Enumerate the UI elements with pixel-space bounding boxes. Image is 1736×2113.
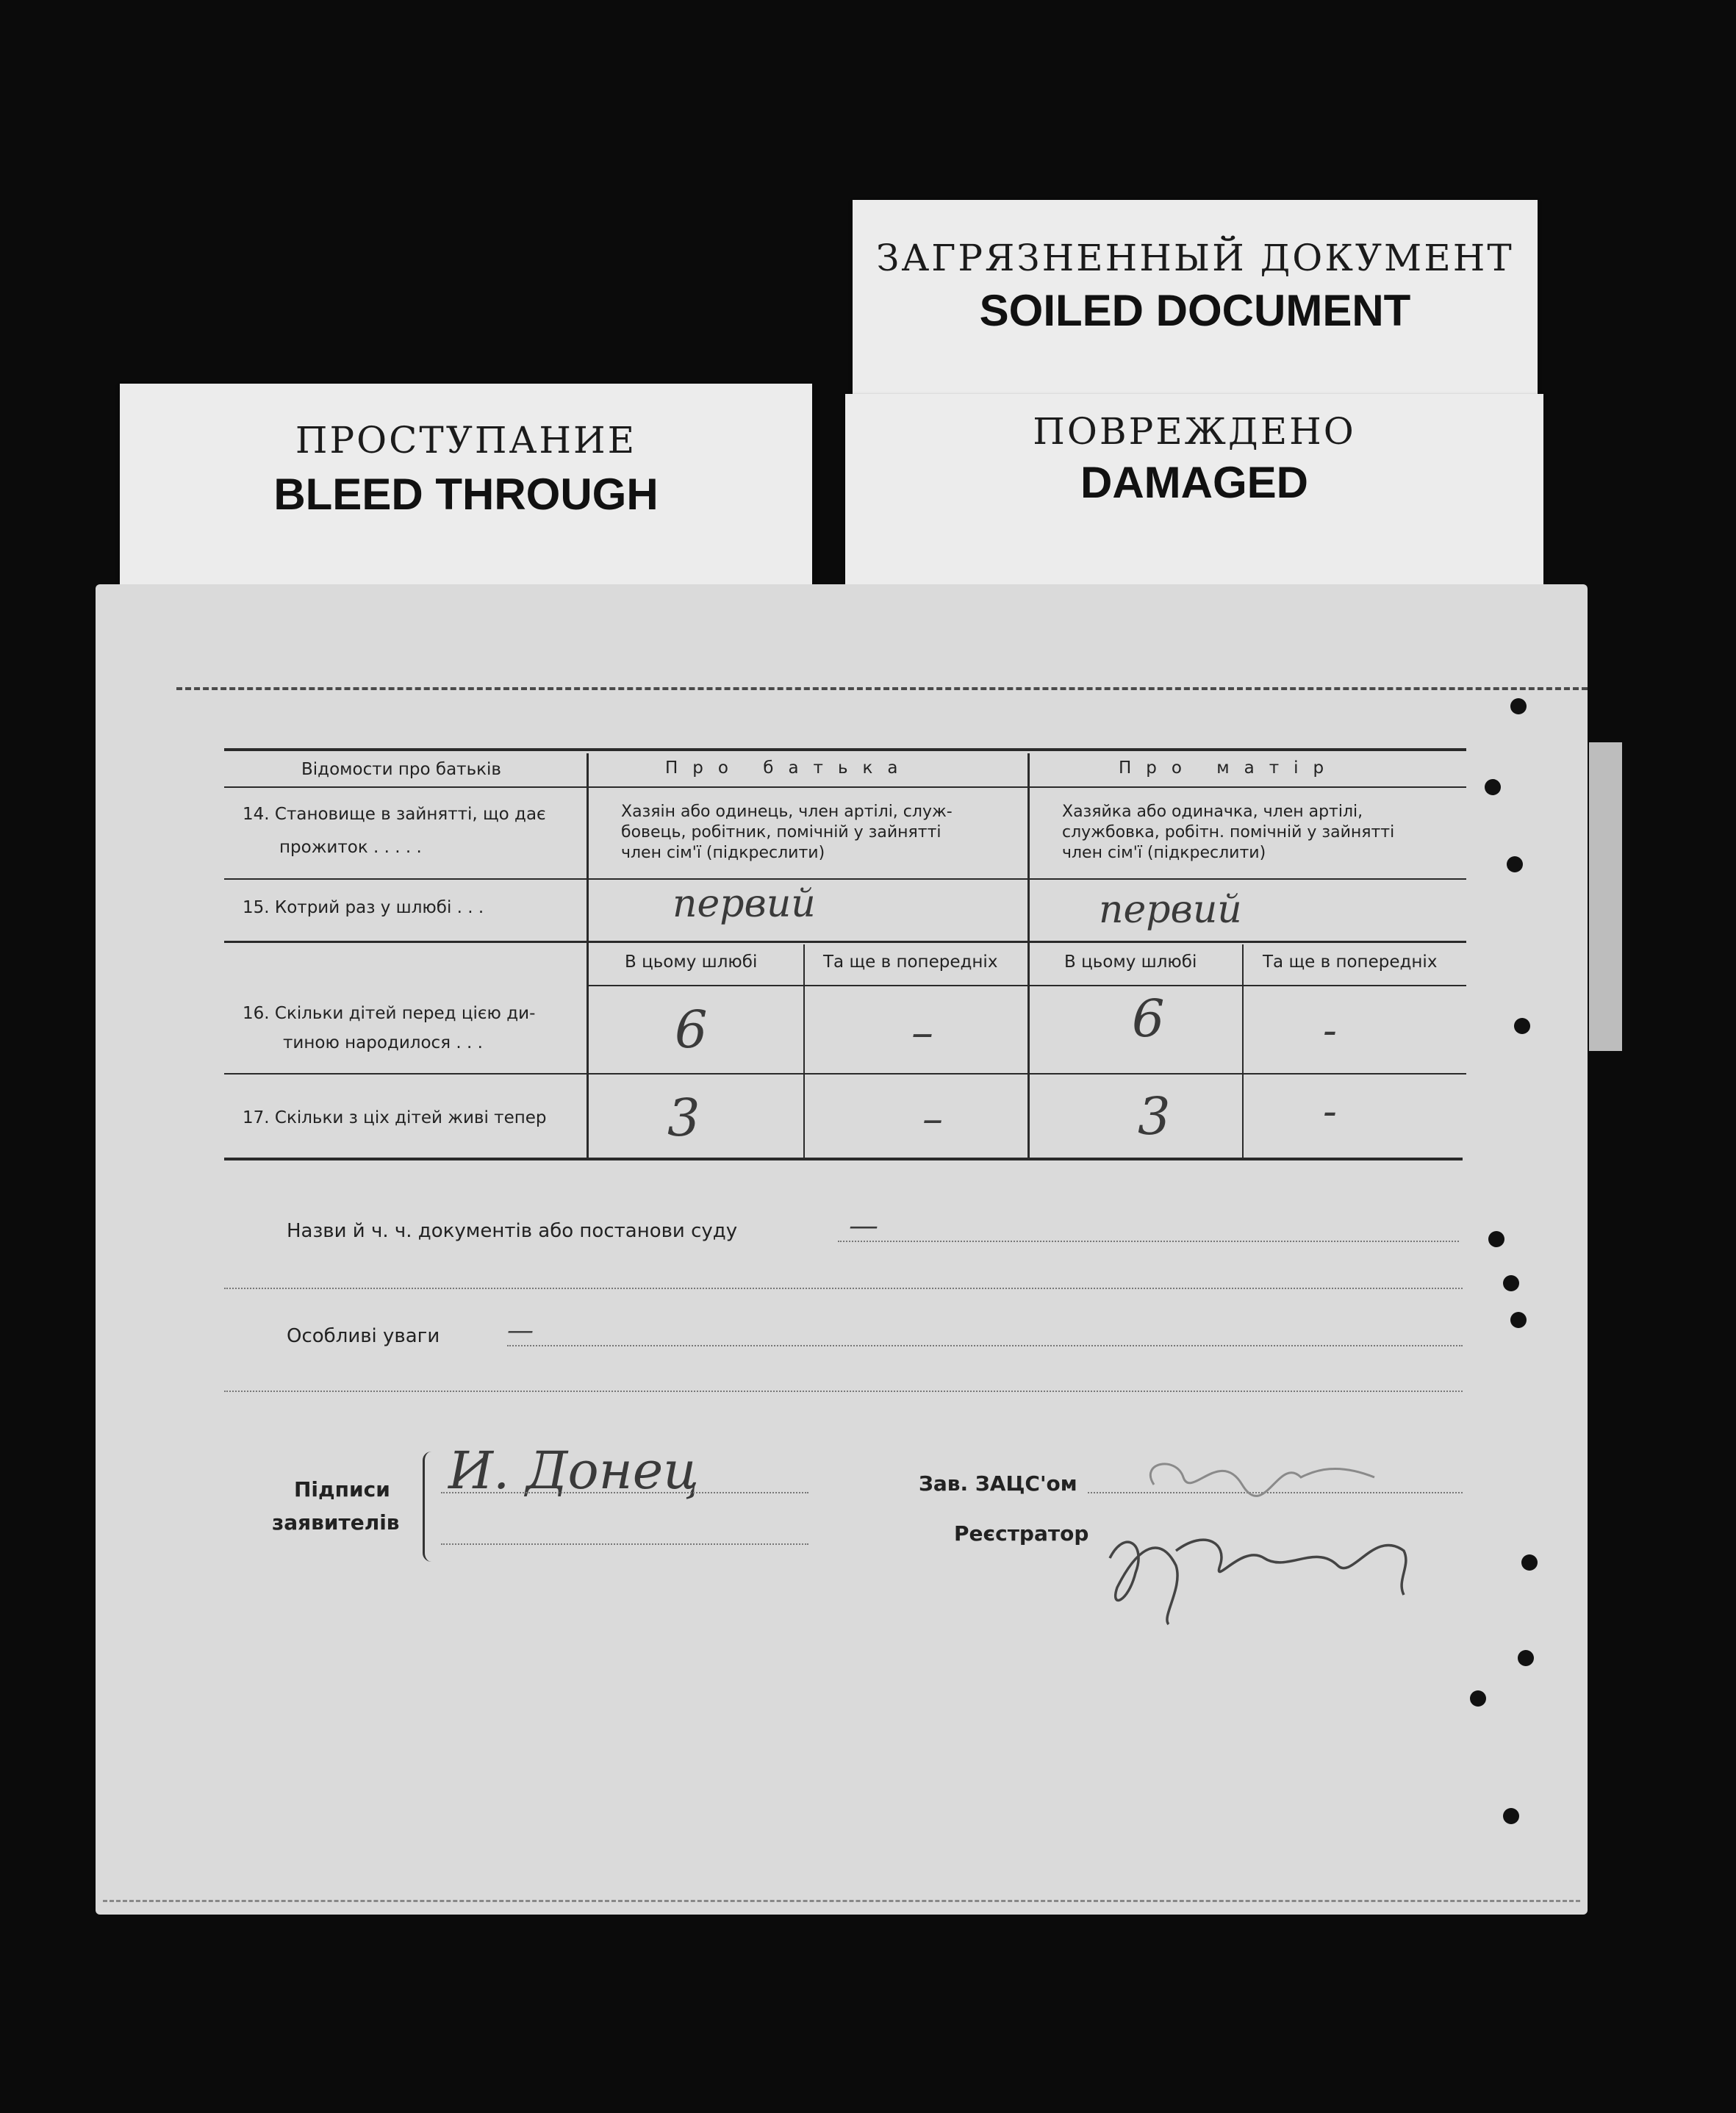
punch-hole [1521, 1554, 1538, 1571]
signatures-label-cont: заявителів [272, 1510, 400, 1535]
damaged-tag-english: DAMAGED [1080, 458, 1308, 507]
row17-father-previous: – [922, 1095, 943, 1143]
row16-label-cont: тиною народилося . . . [283, 1033, 483, 1052]
subheader-father-previous: Та ще в попередніх [823, 953, 998, 972]
table-rule [224, 878, 1466, 880]
table-vrule [1242, 944, 1244, 1159]
table-top-rule [224, 748, 1466, 751]
header-mother: Про матір [1119, 758, 1339, 778]
row16-mother-this: 6 [1132, 989, 1165, 1049]
row14-mother-options: Хазяйка або одиначка, член артілі, [1062, 803, 1363, 821]
punch-hole [1503, 1275, 1519, 1291]
table-vrule [803, 944, 805, 1159]
row15-mother-value: первий [1099, 888, 1242, 932]
soiled-tag-english: SOILED DOCUMENT [979, 286, 1411, 335]
documents-fill-line [838, 1241, 1459, 1242]
signatures-label: Підписи [294, 1477, 390, 1502]
registrar-signature-mark [1095, 1499, 1426, 1632]
subheader-father-this-marriage: В цьому шлюбі [625, 953, 758, 972]
remarks-value: — [507, 1316, 534, 1346]
punch-hole [1510, 698, 1527, 714]
punch-hole [1485, 779, 1501, 795]
registrar-label: Реєстратор [954, 1521, 1089, 1546]
punch-hole [1510, 1312, 1527, 1328]
row14-label: 14. Становище в зайнятті, що дає [243, 805, 546, 824]
row14-mother-options-cont: службовка, робітн. помічній у зайнятті [1062, 823, 1395, 842]
row14-father-options: Хазяін або одинець, член артілі, служ- [621, 803, 953, 821]
row14-father-options-cont: бовець, робітник, помічній у зайнятті [621, 823, 941, 842]
documents-value: — [849, 1209, 878, 1243]
page-edge [1589, 742, 1622, 1051]
row14-mother-options-end: член сім'ї (підкреслити) [1062, 844, 1266, 862]
row16-mother-previous: - [1323, 1007, 1337, 1055]
punch-hole [1503, 1808, 1519, 1824]
signatures-brace [423, 1452, 438, 1562]
punch-hole [1488, 1231, 1504, 1247]
remarks-fill-line [507, 1345, 1463, 1346]
punch-hole [1514, 1018, 1530, 1034]
row14-father-options-end: член сім'ї (підкреслити) [621, 844, 825, 862]
row14-label-cont: прожиток . . . . . [279, 838, 422, 857]
row17-mother-this: 3 [1138, 1086, 1171, 1147]
bleed-tag-russian: ПРОСТУПАНИЕ [295, 419, 637, 462]
registry-page [96, 584, 1588, 1915]
damaged-tag-russian: ПОВРЕЖДЕНО [1033, 410, 1356, 453]
header-parents-info: Відомости про батьків [301, 760, 501, 779]
row15-label: 15. Котрий раз у шлюбі . . . [243, 898, 484, 917]
documents-fill-line-2 [224, 1288, 1463, 1289]
punch-hole [1518, 1650, 1534, 1666]
applicant-signature-line [441, 1492, 808, 1493]
applicant-signature: И. Донец [448, 1441, 699, 1501]
table-rule [224, 941, 1466, 943]
punch-hole [1507, 856, 1523, 872]
table-rule [224, 1073, 1466, 1075]
punch-hole [1470, 1690, 1486, 1707]
table-vrule [1027, 753, 1030, 1159]
damaged-tag [845, 394, 1543, 607]
table-rule [224, 786, 1466, 788]
table-bottom-rule [224, 1158, 1463, 1160]
subheader-mother-this-marriage: В цьому шлюбі [1064, 953, 1197, 972]
row16-label: 16. Скільки дітей перед цією ди- [243, 1004, 536, 1023]
perforation-line [176, 687, 1588, 690]
bleed-tag-english: BLEED THROUGH [273, 470, 659, 519]
remarks-fill-line-2 [224, 1391, 1463, 1392]
documents-label: Назви й ч. ч. документів або постанови суду [287, 1220, 738, 1242]
bleed-through-tag [120, 384, 812, 597]
row16-father-previous: – [911, 1007, 933, 1058]
subheader-mother-previous: Та ще в попередніх [1263, 953, 1438, 972]
row17-mother-previous: - [1323, 1088, 1337, 1136]
row17-father-this: 3 [667, 1088, 700, 1148]
row15-father-value: первий [672, 882, 816, 926]
row17-label: 17. Скільки з ціх дітей живі тепер [243, 1108, 547, 1127]
table-vrule [587, 753, 589, 1159]
bottom-perforation-line [103, 1900, 1580, 1902]
head-label: Зав. ЗАЦС'ом [919, 1471, 1077, 1496]
header-father: Про батька [665, 758, 913, 778]
soiled-tag-russian: ЗАГРЯЗНЕННЫЙ ДОКУМЕНТ [876, 237, 1514, 279]
remarks-label: Особливі уваги [287, 1325, 440, 1347]
applicant-signature-line-2 [441, 1543, 808, 1545]
soiled-document-tag [853, 200, 1538, 413]
row16-father-this: 6 [675, 1000, 708, 1060]
